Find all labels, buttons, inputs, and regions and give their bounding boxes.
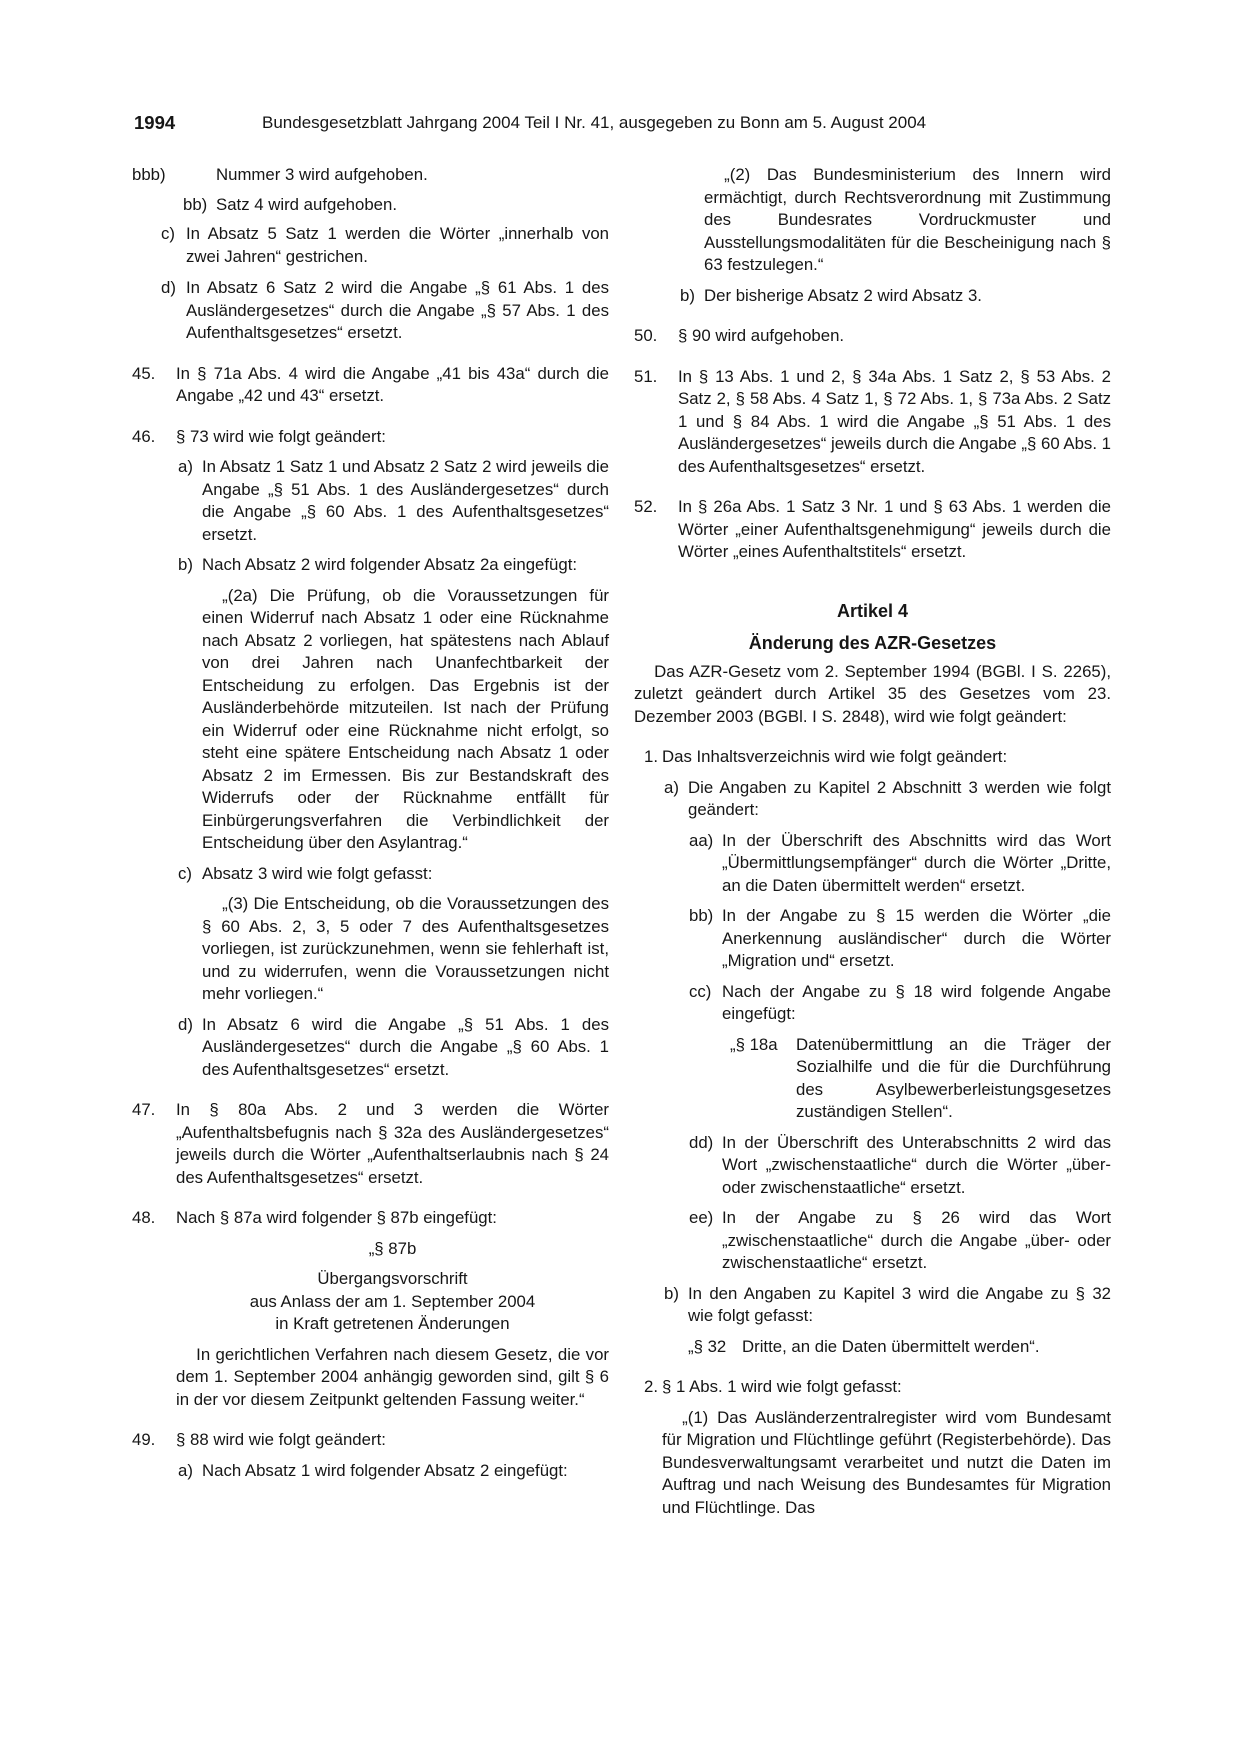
- list-item-b: [634, 285, 1111, 308]
- item-text: In § 80a Abs. 2 und 3 werden die Wörter „Aufenthaltsbefugnis nach § 32a des Ausländergesetzes“ jeweils durch die Wörter „Aufenthaltserlaubnis nach § 24 des Aufenthaltsgesetzes“ ersetzt.: [176, 1100, 609, 1187]
- item-text: In § 13 Abs. 1 und 2, § 34a Abs. 1 Satz 2, § 53 Abs. 2 Satz 2, § 58 Abs. 4 Satz 1, § 72 Abs. 1, § 73a Abs. 2 Satz 1 und § 84 Abs. 1 wird die Angabe „§ 51 Abs. 1 des Ausländergesetzes“ jeweils durch die Angabe „§ 60 Abs. 1 des Aufenthaltsgesetzes“ ersetzt.: [678, 366, 1111, 476]
- item-text: In der Überschrift des Unterabschnitts 2 wird das Wort „zwischenstaatliche“ durch die Wörter „über- oder zwischenstaatliche“ ersetzt.: [722, 1132, 1111, 1197]
- item-marker: bb): [689, 906, 714, 925]
- list-item-dd: [634, 1132, 1111, 1200]
- item-marker: 50.: [634, 326, 658, 345]
- section-87b-body: In gerichtlichen Verfahren nach diesem Gesetz, die vor dem 1. September 2004 anhängig geworden sind, gilt § 6 in der vor diesem Zeitpunkt geltenden Fassung weiter.“: [176, 1344, 609, 1409]
- article-title: Änderung des AZR-Gesetzes: [748, 633, 997, 653]
- item-text: In § 26a Abs. 1 Satz 3 Nr. 1 und § 63 Abs. 1 werden die Wörter „einer Aufenthaltsgenehmigung“ jeweils durch die Wörter „eines Aufenthaltstitels“ ersetzt.: [678, 497, 1111, 561]
- item-marker: 47.: [132, 1100, 156, 1119]
- item-marker: 51.: [634, 366, 658, 386]
- list-item-1b: [634, 1283, 1111, 1328]
- item-marker: 52.: [634, 497, 658, 516]
- item-text: In den Angaben zu Kapitel 3 wird die Angabe zu § 32 wie folgt gefasst:: [688, 1283, 1111, 1325]
- list-item-ee: [634, 1207, 1111, 1275]
- item-text: Nach Absatz 1 wird folgender Absatz 2 eingefügt:: [202, 1460, 568, 1480]
- item-marker: dd): [689, 1132, 714, 1152]
- item-text: § 73 wird wie folgt geändert:: [176, 426, 386, 446]
- list-item-bbb: [88, 164, 609, 187]
- item-marker: 48.: [132, 1208, 156, 1227]
- list-item-46: [132, 426, 609, 449]
- list-item-49: [132, 1429, 609, 1452]
- list-item-d: [132, 277, 609, 345]
- list-item-bb-right: [634, 905, 1111, 973]
- item-marker: a): [178, 457, 193, 476]
- list-item-cc: [634, 981, 1111, 1026]
- item-marker: 46.: [132, 426, 156, 446]
- quote-paragraph-2: „(2) Das Bundesministerium des Innern wird ermächtigt, durch Rechtsverordnung mit Zustimmung des Bundesrates Vordruckmuster und Ausstellungsmodalitäten für die Bescheinigung nach § 63 festzulegen.“: [704, 165, 1111, 274]
- item-marker: bbb): [132, 165, 166, 184]
- item-text: Nummer 3 wird aufgehoben.: [216, 165, 428, 184]
- item-marker: b): [680, 285, 695, 305]
- item-text: Nach Absatz 2 wird folgender Absatz 2a eingefügt:: [202, 555, 578, 574]
- item-text: In Absatz 6 wird die Angabe „§ 51 Abs. 1 des Ausländergesetzes“ durch die Angabe „§ 60 Abs. 1 des Aufenthaltsgesetzes“ ersetzt.: [202, 1014, 609, 1079]
- list-item-1a: [634, 777, 1111, 822]
- page-number: 1994: [134, 112, 176, 133]
- list-item-aa: [634, 830, 1111, 898]
- item-marker: d): [161, 278, 176, 297]
- list-item-2: [634, 1376, 1111, 1399]
- item-text: § 90 wird aufgehoben.: [678, 326, 845, 345]
- item-text: Nach der Angabe zu § 18 wird folgende Angabe eingefügt:: [722, 981, 1111, 1023]
- item-text: In § 71a Abs. 4 wird die Angabe „41 bis 43a“ durch die Angabe „42 und 43“ ersetzt.: [176, 363, 609, 405]
- article-number: Artikel 4: [836, 600, 909, 621]
- item-marker: 49.: [132, 1430, 156, 1449]
- list-item-49a: [132, 1460, 609, 1483]
- item-marker: ee): [689, 1208, 714, 1227]
- item-text: Absatz 3 wird wie folgt gefasst:: [202, 863, 433, 883]
- quote-paragraph-1: „(1) Das Ausländerzentralregister wird vom Bundesamt für Migration und Flüchtlinge geführt (Registerbehörde). Das Bundesverwaltungsamt verarbeitet und nutzt die Daten im Auftrag und nach Weisung des Bundesamtes für Migration und Flüchtlinge. Das: [662, 1407, 1111, 1517]
- item-text: Die Angaben zu Kapitel 2 Abschnitt 3 werden wie folgt geändert:: [688, 777, 1111, 819]
- list-item-46c: [132, 863, 609, 886]
- item-marker: 1.: [644, 747, 658, 766]
- item-marker: d): [178, 1014, 193, 1034]
- entry-label: „§ 18a: [730, 1034, 778, 1054]
- entry-18a: [634, 1034, 1111, 1124]
- item-marker: c): [178, 863, 192, 883]
- running-header: Bundesgesetzblatt Jahrgang 2004 Teil I Nr. 41, ausgegeben zu Bonn am 5. August 2004: [262, 113, 927, 132]
- entry-32: [634, 1336, 1111, 1359]
- entry-label: „§ 32: [688, 1336, 727, 1356]
- item-text: In der Überschrift des Abschnitts wird das Wort „Übermittlungsempfänger“ durch die Wörter „Dritte, an die Daten übermittelt werden“ ersetzt.: [722, 830, 1111, 895]
- item-text: Der bisherige Absatz 2 wird Absatz 3.: [704, 285, 982, 305]
- item-text: Satz 4 wird aufgehoben.: [216, 194, 397, 214]
- item-text: In Absatz 5 Satz 1 werden die Wörter „innerhalb von zwei Jahren“ gestrichen.: [186, 224, 609, 266]
- item-marker: a): [178, 1460, 193, 1480]
- left-column: [132, 164, 609, 1482]
- article-intro: Das AZR-Gesetz vom 2. September 1994 (BGBl. I S. 2265), zuletzt geändert durch Artikel 35 des Gesetzes vom 23. Dezember 2003 (BGBl. I S. 2848), wird wie folgt geändert:: [634, 661, 1111, 726]
- item-text: In der Angabe zu § 26 wird das Wort „zwischenstaatliche“ durch die Angabe „über- oder zwischenstaatliche“ ersetzt.: [722, 1208, 1111, 1272]
- item-text: § 1 Abs. 1 wird wie folgt gefasst:: [662, 1377, 902, 1396]
- item-marker: b): [178, 555, 193, 574]
- section-heading-line2: aus Anlass der am 1. September 2004: [249, 1291, 536, 1311]
- item-marker: a): [664, 777, 679, 797]
- entry-text: Datenübermittlung an die Träger der Sozialhilfe und die für die Durchführung des Asylbewerberleistungsgesetzes zuständigen Stellen“.: [796, 1034, 1111, 1121]
- list-item-45: [132, 363, 609, 408]
- section-heading-line3: in Kraft getretenen Änderungen: [275, 1314, 510, 1333]
- item-marker: 45.: [132, 363, 156, 383]
- list-item-48: [132, 1207, 609, 1230]
- item-text: In Absatz 6 Satz 2 wird die Angabe „§ 61 Abs. 1 des Ausländergesetzes“ durch die Angabe „§ 57 Abs. 1 des Aufenthaltsgesetzes“ ersetzt.: [186, 278, 609, 342]
- list-item-51: [634, 366, 1111, 479]
- section-number-87b: „§ 87b: [368, 1238, 417, 1258]
- item-marker: bb): [183, 194, 208, 214]
- entry-text: Dritte, an die Daten übermittelt werden“.: [742, 1336, 1040, 1356]
- list-item-46a: [132, 456, 609, 546]
- section-heading-line1: Übergangsvorschrift: [317, 1269, 468, 1288]
- list-item-c: [132, 223, 609, 268]
- quote-paragraph-2a: „(2a) Die Prüfung, ob die Voraussetzungen für einen Widerruf nach Absatz 1 oder eine Rücknahme nach Absatz 2 vorliegen, hat spätestens nach Ablauf von drei Jahren nach Unanfechtbarkeit der Entscheidung zu erfolgen. Das Ergebnis ist der Ausländerbehörde mitzuteilen. Ist nach der Prüfung ein Widerruf oder eine Rücknahme nicht erfolgt, so steht eine spätere Entscheidung nach Absatz 1 oder Absatz 2 im Ermessen. Bis zur Bestandskraft des Widerrufs oder der Rücknahme entfällt für Einbürgerungsverfahren die Verbindlichkeit der Entscheidung über den Asylantrag.“: [202, 585, 609, 852]
- list-item-46d: [132, 1014, 609, 1082]
- item-text: In der Angabe zu § 15 werden die Wörter „die Anerkennung ausländischer“ durch die Wörter „Migration und“ ersetzt.: [722, 906, 1111, 970]
- item-text: Das Inhaltsverzeichnis wird wie folgt geändert:: [662, 747, 1008, 766]
- list-item-52: [634, 496, 1111, 564]
- right-column: [634, 164, 1111, 1519]
- list-item-47: [132, 1099, 609, 1189]
- item-marker: b): [664, 1283, 679, 1303]
- item-marker: 2.: [644, 1377, 658, 1396]
- list-item-50: [634, 325, 1111, 348]
- item-text: In Absatz 1 Satz 1 und Absatz 2 Satz 2 wird jeweils die Angabe „§ 51 Abs. 1 des Ausländergesetzes“ durch die Angabe „§ 60 Abs. 1 des Aufenthaltsgesetzes“ ersetzt.: [202, 457, 609, 544]
- item-marker: aa): [689, 830, 714, 850]
- item-marker: cc): [689, 981, 712, 1001]
- quote-paragraph-3: „(3) Die Entscheidung, ob die Voraussetzungen des § 60 Abs. 2, 3, 5 oder 7 des Aufenthaltsgesetzes vorliegen, ist zurückzunehmen, wenn sie fehlerhaft ist, und zu widerrufen, wenn die Voraussetzungen nicht mehr vorliegen.“: [202, 894, 609, 1003]
- list-item-46b: [132, 554, 609, 577]
- list-item-1: [634, 746, 1111, 769]
- list-item-bb: [132, 194, 609, 217]
- item-text: Nach § 87a wird folgender § 87b eingefügt:: [176, 1208, 497, 1227]
- item-marker: c): [161, 224, 175, 243]
- item-text: § 88 wird wie folgt geändert:: [176, 1430, 386, 1449]
